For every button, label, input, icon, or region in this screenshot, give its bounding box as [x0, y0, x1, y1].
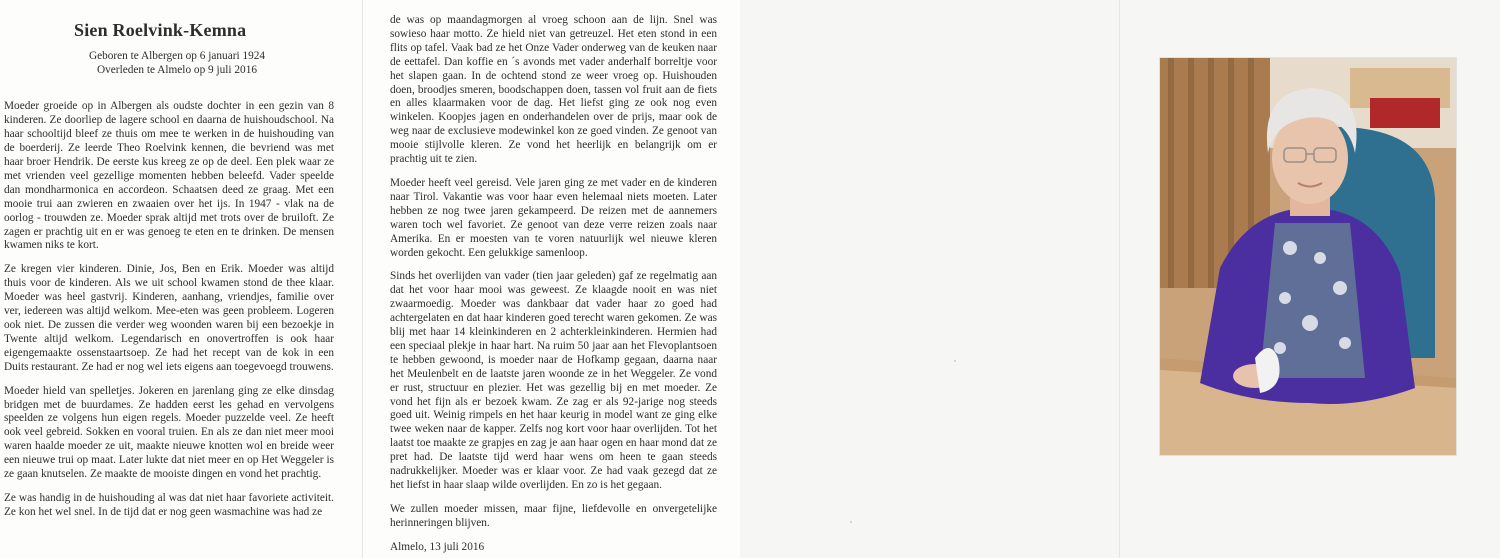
card-inside-left — [0, 0, 740, 558]
paragraph: Moeder hield van spelletjes. Jokeren en jarenlang ging ze elke dinsdag bridgen met de buurdames. Ze hadden eerst les gehad en vervolgens speelden ze volgens hun eigen regels. Moeder puzzelde veel. Ze heeft ook veel gebreid. Sokken en vooral truien. En als ze dan niet meer mooi waren haalde moeder ze uit, maakte nieuwe knotten wol en breide weer een nieuwe trui op maat. Later lukte dat niet meer en op Het Weggeler is ze gaan knutselen. Ze maakte de mooiste dingen en vond het prachtig. — [4, 384, 334, 481]
paragraph: We zullen moeder missen, maar fijne, liefdevolle en onvergetelijke herinneringen blijven. — [390, 502, 717, 529]
paragraph: Moeder heeft veel gereisd. Vele jaren ging ze met vader en de kinderen naar Tirol. Vakantie was voor haar even helemaal niets moeten. Later hebben ze nog twee jaren gekampeerd. De reizen met de aannemers waren toch wel favoriet. Ze genoot van deze verre reizen zoals naar Amerika. En er moesten van te voren natuurlijk wel nieuwe kleren worden gekocht. Een gelukkige samenloop. — [390, 176, 717, 259]
text-column-left — [4, 0, 334, 530]
page-fold — [1119, 0, 1120, 558]
portrait-photo — [1159, 57, 1457, 456]
paragraph: Sinds het overlijden van vader (tien jaar geleden) gaf ze regelmatig aan dat het voor haar mooi was geweest. Ze klaagde nooit en was niet zwaarmoedig. Moeder was dankbaar dat vader haar zo goed had achtergelaten en dat haar kinderen goed terecht waren gekomen. Ze was blij met haar 14 kleinkinderen en 2 achterkleinkinderen. Hermien had een speciaal plekje in haar hart. Na ruim 50 jaar aan het Flevoplantsoen te hebben gewoond, is moeder naar de Hofkamp gegaan, daarna naar het Meulenbelt en de laatste jaren woonde ze in het Weggeler. Ze vond er rust, structuur en plezier. Het was gezellig bij en met moeder. Ze vond het fijn als er bezoek kwam. Ze zag er als 92-jarige nog steeds goed uit. Weinig rimpels en het haar keurig in model want ze ging elke twee weken naar de kapper. Zelfs nog kort voor haar overlijden. Tot het laatst toe maakte ze grapjes en zag je aan haar ogen en haar mond dat ze pret had. De laatste tijd werd haar wens om heen te gaan steeds nadrukkelijker. Moeder was er klaar voor. Ze had vaak gezegd dat ze het liefst in haar slaap wilde overlijden. En zo is het gegaan. — [390, 270, 717, 491]
deceased-name: Sien Roelvink-Kemna — [74, 20, 247, 40]
page-fold — [362, 0, 363, 558]
place-date-line: Almelo, 13 juli 2016 — [390, 540, 485, 553]
paragraph: de was op maandagmorgen al vroeg schoon aan de lijn. Snel was sowieso haar motto. Ze hield niet van getreuzel. Het eten stond in een flits op tafel. Vaak bad ze het Onze Vader onderweg van de keuken naar de eettafel. Dan koffie en ´s avonds met vader anderhalf borreltje voor het slapen gaan. In de ochtend stond ze weer vroeg op. Huishouden doen, broodjes smeren, boodschappen doen, tassen vol fruit aan de fiets en alles klaarmaken voor de dag. Het liefst ging ze ook nog even winkelen. Koopjes jagen en onderhandelen over de prijs, maar ook de weg naar de exclusieve modewinkel kon ze goed vinden. Ze genoot van mooie stijlvolle kleren. Ze vond het heerlijk en belangrijk om er prachtig uit te zien. — [390, 14, 717, 166]
paragraph: Ze kregen vier kinderen. Dinie, Jos, Ben en Erik. Moeder was altijd thuis voor de kinderen. Als we uit school kwamen stond de thee klaar. Moeder was heel gastvrij. Kinderen, aanhang, vriendjes, familie over ver, iedereen was altijd welkom. Mee-eten was geen probleem. Logeren ook niet. De zussen die verder weg woonden waren bij een bezoekje in Twente altijd welkom. Legendarisch en onovertroffen is ook haar eigengemaakte ossenstaartsoep. Ze had het recept van de kok in een Duits restaurant. Ze had er nog wel iets eigens aan toegevoegd trouwens. — [4, 263, 334, 373]
death-line: Overleden te Almelo op 9 juli 2016 — [96, 63, 257, 76]
birth-line: Geboren te Albergen op 6 januari 1924 — [88, 50, 266, 62]
life-dates — [4, 50, 334, 77]
paper-speck — [954, 360, 956, 362]
paragraph: Moeder groeide op in Albergen als oudste dochter in een gezin van 8 kinderen. Ze doorliep de lagere school en daarna de huishoudschool. Na haar schooltijd bleef ze thuis om mee te werken in de huishouding van de boerderij. Ze leerde Theo Roelvink kennen, die bevriend was met haar broer Hendrik. De eerste kus kreeg ze op de deel. Een plek waar ze met vrienden veel gezellige momenten hebben beleefd. Vader speelde dan mondharmonica en accordeon. Schaatsen deed ze graag. Met een mooie trui aan zwieren en zwaaien over het ijs. In 1947 - vlak na de oorlog - trouwden ze. Moeder sprak altijd met trots over de bruiloft. Ze zagen er prachtig uit en er was genoeg te eten en te drinken. De mensen kwamen niks te kort. — [4, 100, 334, 252]
portrait-illustration — [1160, 58, 1457, 456]
paragraph: Ze was handig in de huishouding al was dat niet haar favoriete activiteit. Ze kon het wel snel. In de tijd dat er nog geen wasmachine was had ze — [4, 491, 334, 518]
text-column-right — [390, 0, 717, 558]
paper-speck — [850, 521, 852, 523]
